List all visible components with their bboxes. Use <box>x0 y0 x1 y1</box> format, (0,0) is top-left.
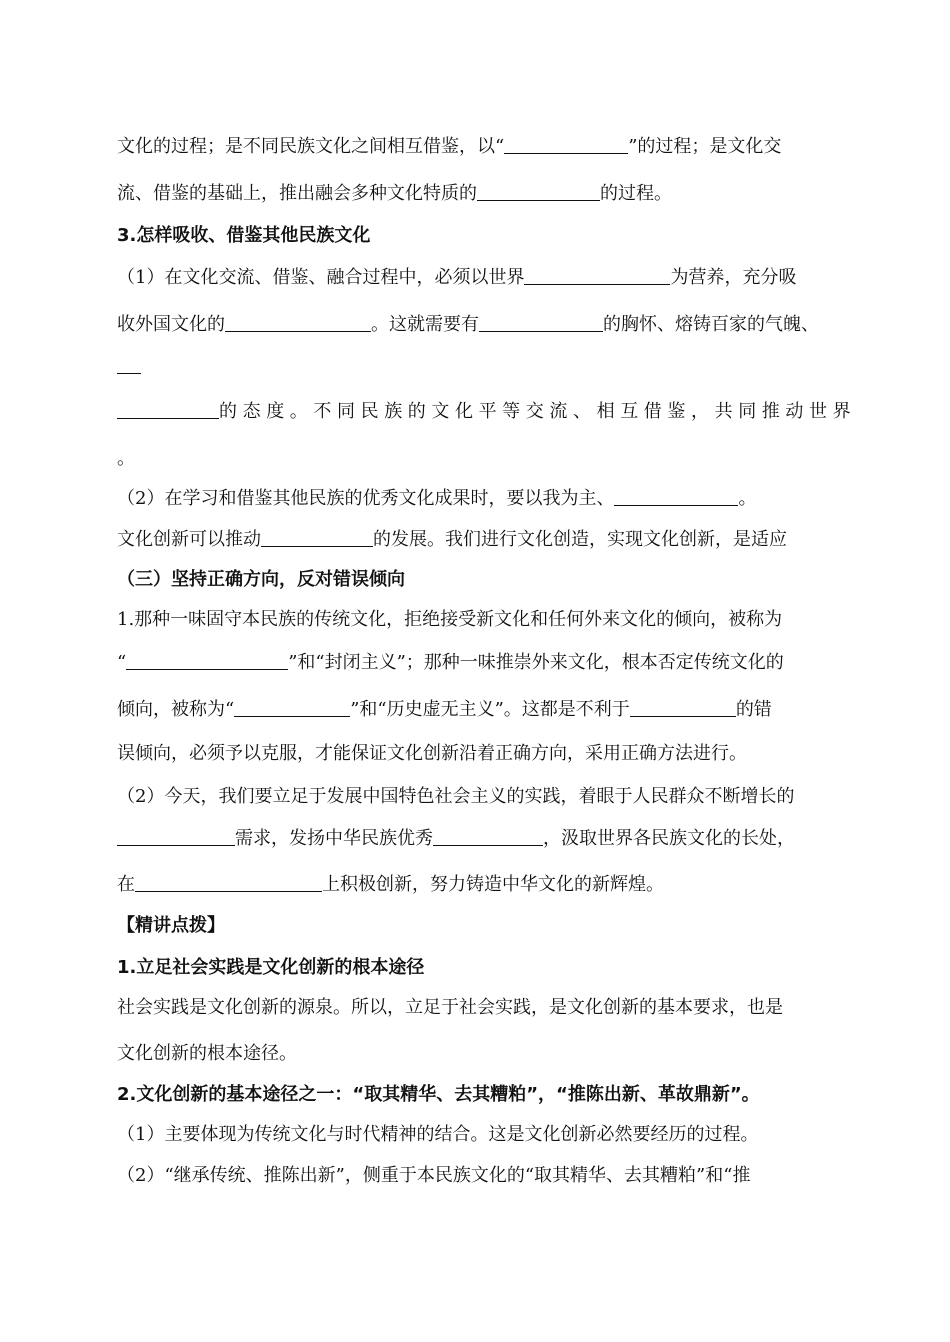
section-heading <box>117 225 370 247</box>
text-line <box>117 266 796 289</box>
text-line <box>117 698 772 721</box>
fill-blank[interactable] <box>479 313 603 332</box>
text-segment: 的错 <box>735 699 772 720</box>
text-segment: 需求，发扬中华民族优秀 <box>235 828 433 849</box>
fill-blank[interactable] <box>614 487 738 506</box>
text-line <box>117 609 782 631</box>
text-line <box>117 651 784 674</box>
text-segment: （2）在学习和借鉴其他民族的优秀文化成果时，要以我为主、 <box>117 488 615 509</box>
fill-blank[interactable] <box>117 827 235 846</box>
text-segment: （1）主要体现为传统文化与时代精神的结合。这是文化创新必然要经历的过程。 <box>117 1124 759 1145</box>
text-segment: ”和“历史虚无主义”。这都是不利于 <box>350 699 630 720</box>
text-line <box>117 1124 758 1146</box>
text-line <box>117 873 664 896</box>
text-line <box>117 1165 750 1187</box>
text-segment: ，汲取世界各民族文化的长处， <box>543 828 795 849</box>
text-line <box>117 448 135 470</box>
fill-blank[interactable] <box>126 651 288 670</box>
text-segment: 。 <box>117 448 135 469</box>
text-segment: （2）今天，我们要立足于发展中国特色社会主义的实践，着眼于人民群众不断增长的 <box>117 786 795 807</box>
text-line <box>117 135 781 158</box>
text-line <box>117 528 787 551</box>
fill-blank[interactable] <box>117 355 141 374</box>
heading-text: 3.怎样吸收、借鉴其他民族文化 <box>117 225 371 246</box>
fill-blank[interactable] <box>225 313 371 332</box>
text-segment: 社会实践是文化创新的源泉。所以，立足于社会实践，是文化创新的基本要求，也是 <box>117 997 783 1018</box>
fill-blank[interactable] <box>117 400 219 419</box>
text-segment: 误倾向，必须予以克服，才能保证文化创新沿着正确方向，采用正确方法进行。 <box>117 743 747 764</box>
text-segment: 的过程。 <box>600 183 672 204</box>
section-heading <box>117 569 405 591</box>
heading-text: 2.文化创新的基本途径之一：“取其精华、去其糟粕”，“推陈出新、革故鼎新”。 <box>117 1084 760 1105</box>
fill-blank[interactable] <box>477 182 600 201</box>
text-line <box>117 743 747 765</box>
heading-text: （三）坚持正确方向，反对错误倾向 <box>117 569 405 590</box>
text-segment: 在 <box>117 874 135 895</box>
text-line <box>117 1043 297 1065</box>
text-segment: 。 <box>738 488 757 509</box>
heading-text: 1.立足社会实践是文化创新的根本途径 <box>117 957 425 978</box>
text-segment: （1）在文化交流、借鉴、融合过程中，必须以世界 <box>117 267 525 288</box>
text-segment: （2）“继承传统、推陈出新”，侧重于本民族文化的“取其精华、去其糟粕”和“推 <box>117 1165 751 1186</box>
text-line <box>117 997 783 1019</box>
text-segment: 1.那种一味固守本民族的传统文化，拒绝接受新文化和任何外来文化的倾向，被称为 <box>117 609 783 630</box>
text-segment: 为营养，充分吸 <box>670 267 797 288</box>
text-line <box>117 786 794 808</box>
fill-blank[interactable] <box>504 135 628 154</box>
text-segment: 文化的过程；是不同民族文化之间相互借鉴，以“ <box>117 136 505 157</box>
text-line <box>117 182 672 205</box>
section-heading <box>117 915 225 937</box>
text-segment: 文化创新的根本途径。 <box>117 1043 297 1064</box>
text-segment: 上积极创新，努力铸造中华文化的新辉煌。 <box>322 874 664 895</box>
text-line <box>117 400 856 423</box>
text-segment: 的态度。不同民族的文化平等交流、相互借鉴，共同推动世界 <box>219 401 857 422</box>
text-segment: 文化创新可以推动 <box>117 529 261 550</box>
text-line <box>117 313 819 336</box>
text-segment: “ <box>117 652 127 673</box>
heading-text: 【精讲点拨】 <box>117 915 225 936</box>
section-heading <box>117 957 424 979</box>
text-segment: 倾向，被称为“ <box>117 699 235 720</box>
fill-blank[interactable] <box>261 528 373 547</box>
fill-blank[interactable] <box>135 873 322 892</box>
text-segment: 的胸怀、熔铸百家的气魄、 <box>603 314 819 335</box>
text-segment: ”和“封闭主义”；那种一味推崇外来文化，根本否定传统文化的 <box>288 652 784 673</box>
text-segment: 的发展。我们进行文化创造，实现文化创新，是适应 <box>373 529 787 550</box>
fill-blank[interactable] <box>433 827 543 846</box>
text-line <box>117 827 795 850</box>
text-line <box>117 355 141 378</box>
section-heading <box>117 1084 760 1106</box>
text-segment: 流、借鉴的基础上，推出融会多种文化特质的 <box>117 183 477 204</box>
text-segment: ”的过程；是文化交 <box>628 136 782 157</box>
text-segment: 收外国文化的 <box>117 314 225 335</box>
fill-blank[interactable] <box>630 698 736 717</box>
fill-blank[interactable] <box>524 266 670 285</box>
text-segment: 。这就需要有 <box>371 314 479 335</box>
text-line <box>117 487 756 510</box>
fill-blank[interactable] <box>234 698 350 717</box>
